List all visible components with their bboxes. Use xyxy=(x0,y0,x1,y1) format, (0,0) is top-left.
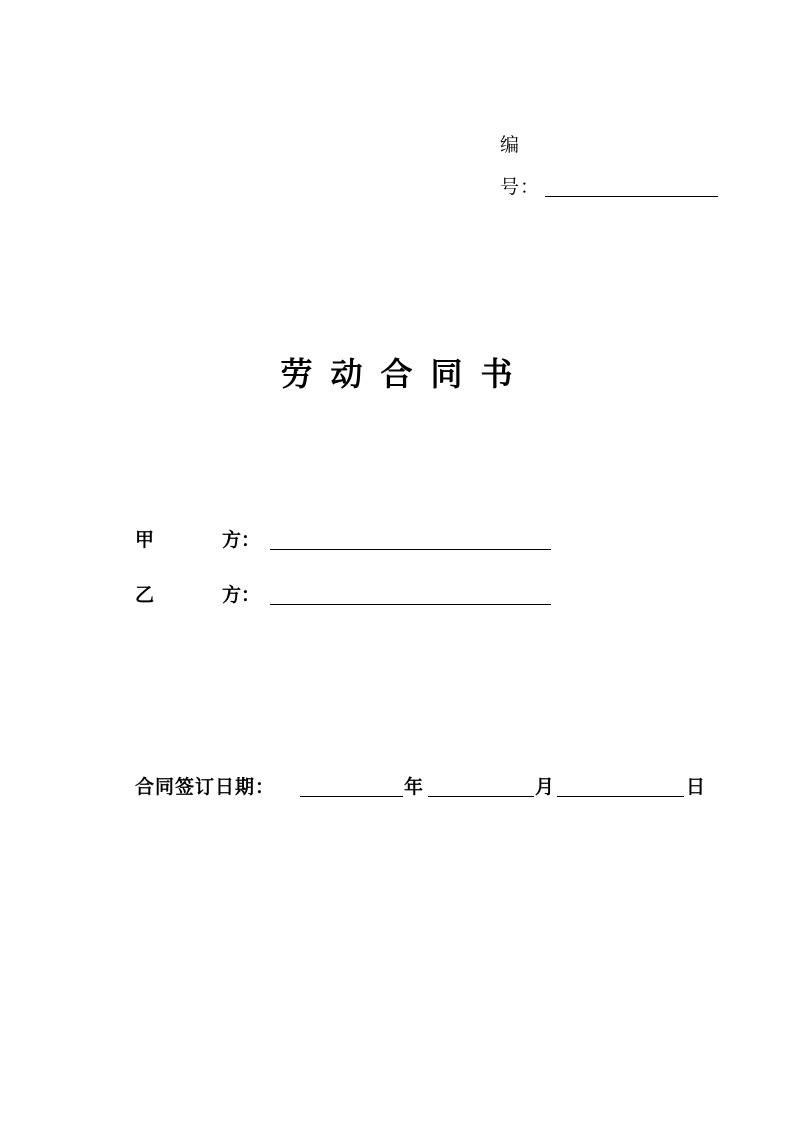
serial-number-field[interactable] xyxy=(545,196,718,197)
month-unit: 月 xyxy=(535,776,555,798)
party-a-label-char-1: 甲 xyxy=(135,529,155,551)
serial-label-char-1: 编 xyxy=(500,134,520,156)
serial-colon: ： xyxy=(520,176,540,198)
day-unit: 日 xyxy=(686,776,706,798)
sign-date-label: 合同签订日期： xyxy=(135,776,276,798)
sign-year-field[interactable] xyxy=(300,796,403,797)
party-a-label-char-2: 方： xyxy=(222,529,261,551)
party-b-field[interactable] xyxy=(270,604,551,605)
serial-label-char-2: 号 xyxy=(500,176,520,198)
party-a-field[interactable] xyxy=(270,549,551,550)
year-unit: 年 xyxy=(404,776,424,798)
party-b-label-char-2: 方： xyxy=(222,584,261,606)
sign-month-field[interactable] xyxy=(428,796,534,797)
party-b-label-char-1: 乙 xyxy=(135,584,155,606)
sign-day-field[interactable] xyxy=(557,796,684,797)
document-title: 劳动合同书 xyxy=(280,355,531,393)
